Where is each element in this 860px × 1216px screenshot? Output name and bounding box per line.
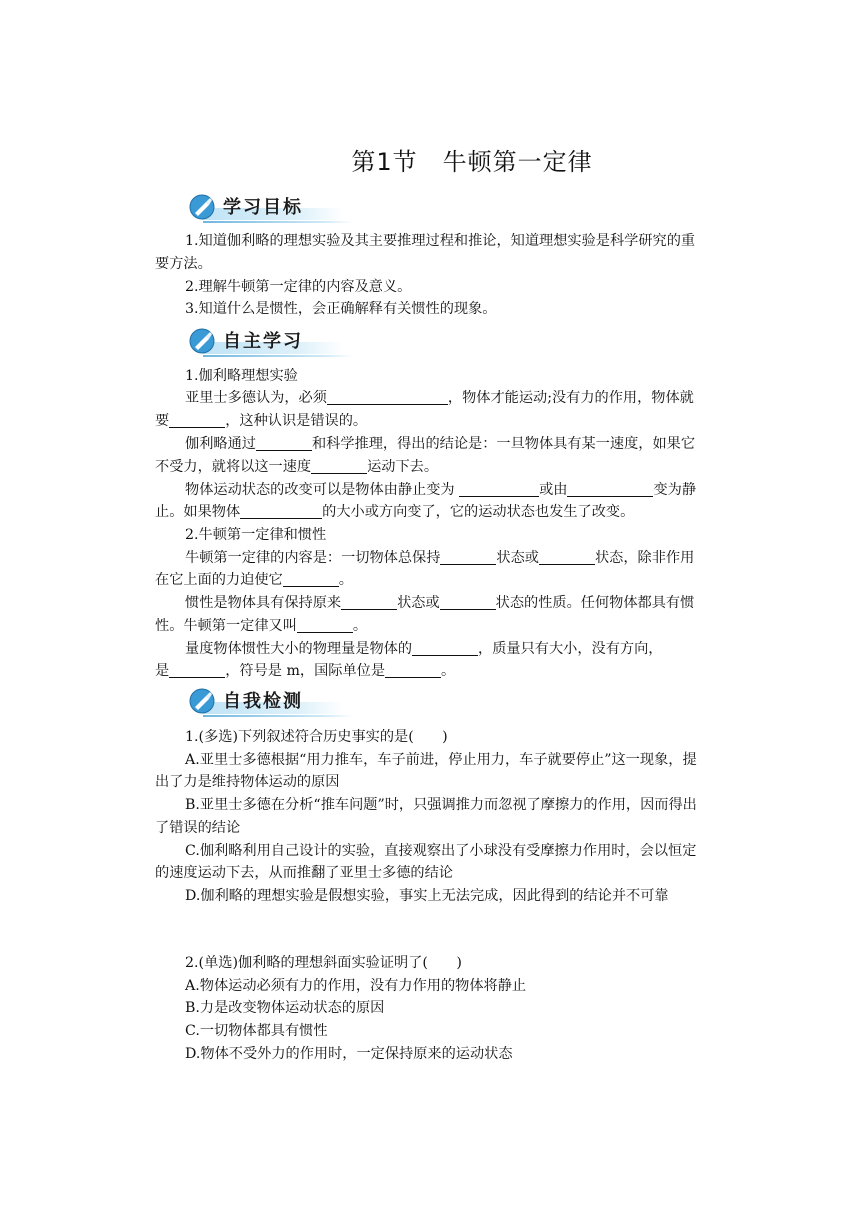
study-para-5a: 惯性是物体具有保持原来 状态或 状态的性质。任何物体都具有惯 xyxy=(185,595,695,611)
study-para-1b: 要 ，这种认识是错误的。 xyxy=(155,413,368,429)
fill-blank[interactable] xyxy=(412,640,478,656)
fill-blank[interactable] xyxy=(256,435,312,451)
question-1: 1.(多选)下列叙述符合历史事实的是( ) xyxy=(185,729,448,745)
study-para-3b: 止。如果物体 的大小或方向变了，它的运动状态也发生了改变。 xyxy=(155,504,635,520)
section-title-self-check: 自我检测 xyxy=(223,691,303,712)
section-banner-goals xyxy=(185,190,345,224)
goal-1b: 要方法。 xyxy=(155,256,212,272)
q2-option-a: A.物体运动必须有力的作用，没有力作用的物体将静止 xyxy=(185,978,527,994)
fill-blank[interactable] xyxy=(283,571,339,587)
section-title-self-study: 自主学习 xyxy=(223,331,303,352)
fill-blank[interactable] xyxy=(459,481,539,497)
fill-blank[interactable] xyxy=(311,458,367,474)
fill-blank[interactable] xyxy=(440,549,496,565)
study-para-6a: 量度物体惯性大小的物理量是物体的 ，质量只有大小，没有方向， xyxy=(185,641,663,657)
fill-blank[interactable] xyxy=(169,412,225,428)
study-para-6b: 是 ，符号是 m，国际单位是 。 xyxy=(155,663,456,679)
q1-option-a-line2: 出了力是维持物体运动的原因 xyxy=(155,774,340,790)
q1-option-c-line2: 的速度运动下去，从而推翻了亚里士多德的结论 xyxy=(155,865,453,881)
q1-option-d: D.伽利略的理想实验是假想实验，事实上无法完成，因此得到的结论并不可靠 xyxy=(185,888,669,904)
study-para-4b: 在它上面的力迫使它 。 xyxy=(155,572,353,588)
pen-circle-icon xyxy=(187,326,217,356)
goal-3: 3.知道什么是惯性，会正确解释有关惯性的现象。 xyxy=(185,301,497,317)
fill-blank[interactable] xyxy=(169,662,225,678)
study-heading-1: 1.伽利略理想实验 xyxy=(185,368,298,384)
fill-blank[interactable] xyxy=(327,389,448,405)
fill-blank[interactable] xyxy=(240,503,322,519)
study-para-3a: 物体运动状态的改变可以是物体由静止变为 或由 变为静 xyxy=(185,482,697,498)
q1-option-c-line1: C.伽利略利用自己设计的实验，直接观察出了小球没有受摩擦力作用时，会以恒定 xyxy=(185,843,697,859)
fill-blank[interactable] xyxy=(539,549,595,565)
question-2: 2.(单选)伽利略的理想斜面实验证明了( ) xyxy=(185,955,462,971)
q1-option-b-line2: 了错误的结论 xyxy=(155,820,241,836)
section-banner-self-check xyxy=(185,684,345,718)
section-title-goals: 学习目标 xyxy=(223,197,303,218)
study-para-1a: 亚里士多德认为，必须 ，物体才能运动;没有力的作用，物体就 xyxy=(185,390,694,406)
study-para-2a: 伽利略通过 和科学推理，得出的结论是：一旦物体具有某一速度，如果它 xyxy=(185,436,696,452)
study-heading-2: 2.牛顿第一定律和惯性 xyxy=(185,527,327,543)
study-para-4a: 牛顿第一定律的内容是：一切物体总保持 状态或 状态，除非作用 xyxy=(185,550,695,566)
q2-option-b: B.力是改变物体运动状态的原因 xyxy=(185,1000,385,1016)
pen-circle-icon xyxy=(187,192,217,222)
q1-option-b-line1: B.亚里士多德在分析“推车问题”时，只强调推力而忽视了摩擦力的作用，因而得出 xyxy=(185,797,697,813)
fill-blank[interactable] xyxy=(567,481,653,497)
q2-option-c: C.一切物体都具有惯性 xyxy=(185,1023,328,1039)
fill-blank[interactable] xyxy=(440,594,496,610)
page-title: 第1节 牛顿第一定律 xyxy=(351,148,593,176)
study-para-2b: 不受力，就将以这一速度 运动下去。 xyxy=(155,459,439,475)
q1-option-a-line1: A.亚里士多德根据“用力推车，车子前进，停止用力，车子就要停止”这一现象，提 xyxy=(185,752,697,768)
goal-2: 2.理解牛顿第一定律的内容及意义。 xyxy=(185,279,412,295)
study-para-5b: 性。牛顿第一定律又叫 。 xyxy=(155,618,368,634)
pen-circle-icon xyxy=(187,686,217,716)
q2-option-d: D.物体不受外力的作用时，一定保持原来的运动状态 xyxy=(185,1046,513,1062)
fill-blank[interactable] xyxy=(341,594,397,610)
section-banner-self-study xyxy=(185,324,345,358)
fill-blank[interactable] xyxy=(385,662,441,678)
goal-1a: 1.知道伽利略的理想实验及其主要推理过程和推论，知道理想实验是科学研究的重 xyxy=(185,233,696,249)
fill-blank[interactable] xyxy=(297,617,353,633)
